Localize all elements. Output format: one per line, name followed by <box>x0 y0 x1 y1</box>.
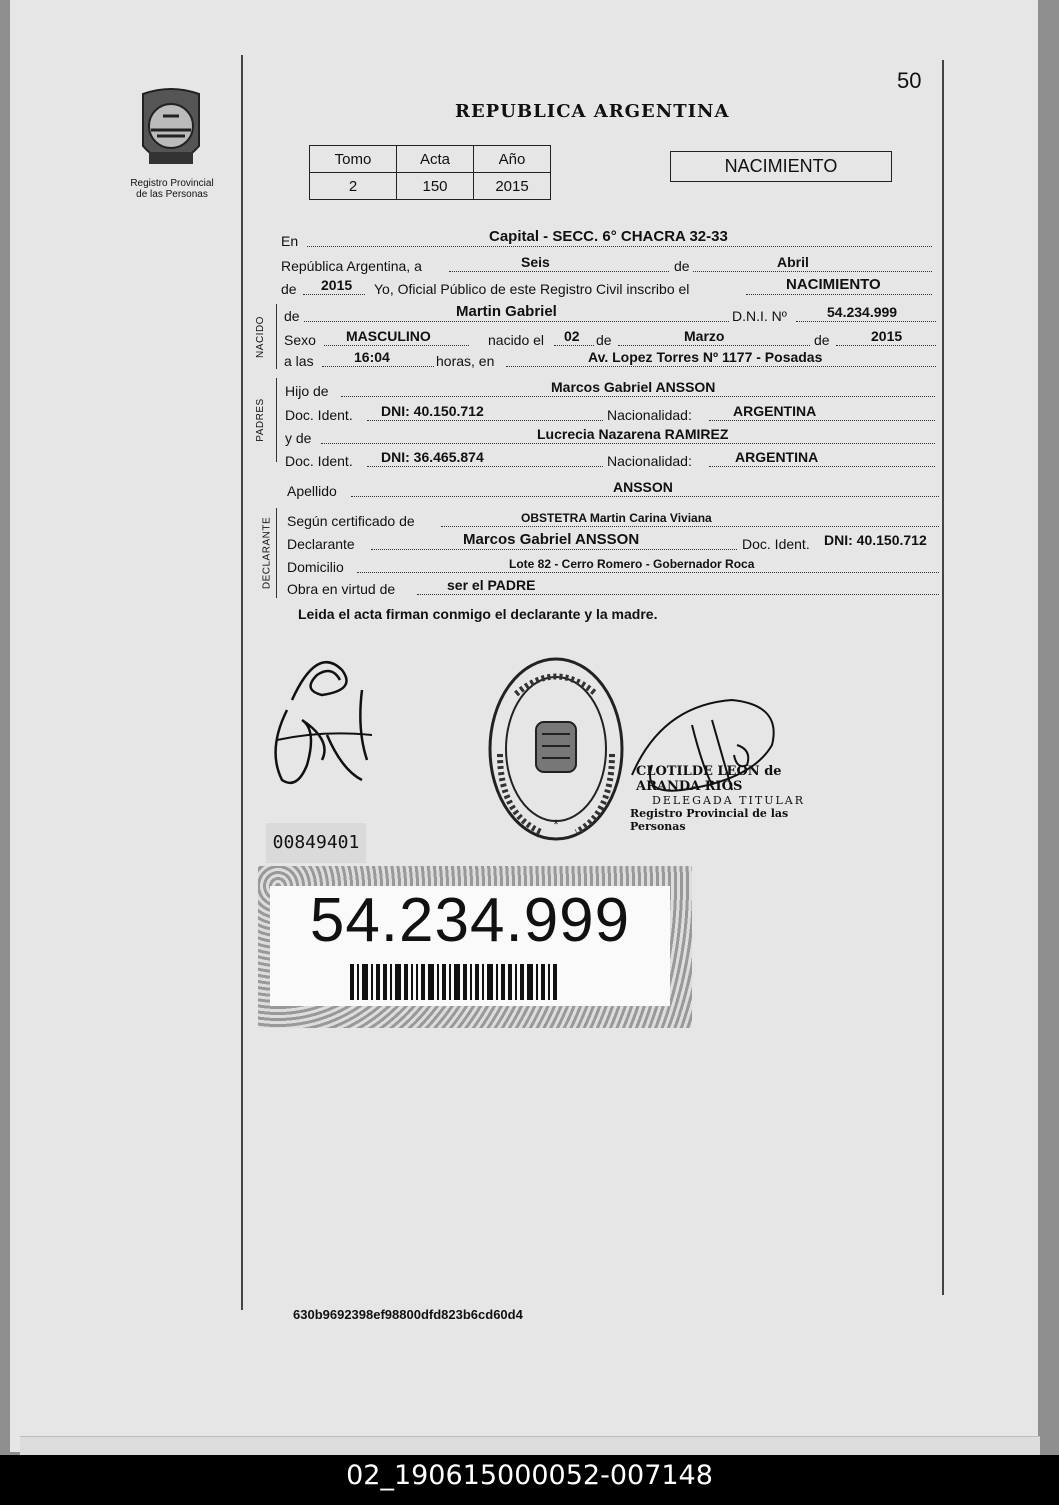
declarante-nombre: Marcos Gabriel ANSSON <box>463 531 640 548</box>
barcode-bar <box>463 964 467 1000</box>
row-obra: Obra en virtud de ser el PADRE <box>287 578 942 598</box>
barcode-bar <box>536 964 538 1000</box>
row-en: En Capital - SECC. 6° CHACRA 32-33 <box>281 230 936 250</box>
section-padres: PADRES <box>255 398 267 442</box>
padre-nacionalidad: ARGENTINA <box>733 403 817 419</box>
obra-value: ser el PADRE <box>447 577 536 593</box>
barcode-bar <box>553 964 557 1000</box>
barcode-bar <box>357 964 359 1000</box>
barcode-bar <box>395 964 401 1000</box>
barcode-bar <box>428 964 434 1000</box>
barcode-bar <box>548 964 550 1000</box>
document-hash: 630b9692398ef98800dfd823b6cd60d4 <box>293 1307 523 1322</box>
barcode-bar <box>404 964 408 1000</box>
barcode-bar <box>421 964 425 1000</box>
barcode-bars <box>350 964 595 1000</box>
padre-doc: DNI: 40.150.712 <box>381 403 484 419</box>
registry-table <box>309 145 551 200</box>
tomo-value: 2 <box>310 173 397 200</box>
nacido-nombre: Martin Gabriel <box>456 303 557 320</box>
serial-number: 00849401 <box>266 823 366 863</box>
barcode-bar <box>470 964 472 1000</box>
acta-header: Acta <box>397 146 474 173</box>
barcode-bar <box>411 964 413 1000</box>
row-hora: a las 16:04 horas, en Av. Lopez Torres Nº 1177 - Posadas <box>284 350 939 370</box>
madre-nacionalidad: ARGENTINA <box>735 449 819 465</box>
barcode-bar <box>520 964 524 1000</box>
row-madre-doc: Doc. Ident. DNI: 36.465.874 Nacionalidad: ARGENTINA <box>285 450 940 470</box>
official-stamp <box>486 654 626 844</box>
nacido-hora: 16:04 <box>354 349 390 365</box>
officer-stamp-text: CLOTILDE LEON de ARANDA RIOS DELEGADA TITULAR Registro Provincial de las Personas <box>630 764 805 833</box>
padre-nombre: Marcos Gabriel ANSSON <box>551 379 716 395</box>
firma-statement: Leida el acta firman conmigo el declarante y la madre. <box>298 606 658 622</box>
apellido-value: ANSSON <box>613 479 673 495</box>
row-madre: y de Lucrecia Nazarena RAMIREZ <box>285 427 940 447</box>
barcode-bar <box>350 964 354 1000</box>
barcode-bar <box>416 964 418 1000</box>
row-domicilio: Domicilio Lote 82 - Cerro Romero - Gobernador Roca <box>287 556 942 576</box>
nacido-dia: 02 <box>564 328 580 344</box>
row-padre: Hijo de Marcos Gabriel ANSSON <box>285 380 940 400</box>
barcode-bar <box>508 964 512 1000</box>
mes-acta: Abril <box>777 254 809 270</box>
barcode-bar <box>442 964 446 1000</box>
barcode-label <box>258 866 692 1028</box>
barcode-bar <box>482 964 484 1000</box>
row-apellido: Apellido ANSSON <box>287 480 942 500</box>
domicilio-value: Lote 82 - Cerro Romero - Gobernador Roca <box>509 557 755 571</box>
anio-header: Año <box>474 146 551 173</box>
barcode-bar <box>501 964 505 1000</box>
tomo-header: Tomo <box>310 146 397 173</box>
barcode-bar <box>383 964 387 1000</box>
madre-nombre: Lucrecia Nazarena RAMIREZ <box>537 426 729 442</box>
barcode-bar <box>437 964 439 1000</box>
document-title: REPUBLICA ARGENTINA <box>455 101 730 122</box>
nacido-anio: 2015 <box>871 328 903 344</box>
row-oficial: de 2015 Yo, Oficial Público de este Registro Civil inscribo el NACIMIENTO <box>281 278 936 298</box>
barcode-bar <box>475 964 479 1000</box>
nacido-lugar: Av. Lopez Torres Nº 1177 - Posadas <box>588 349 823 365</box>
declarante-doc: DNI: 40.150.712 <box>824 532 927 548</box>
barcode-bar <box>527 964 533 1000</box>
barcode-bar <box>362 964 368 1000</box>
barcode-bar <box>454 964 460 1000</box>
certificado-value: OBSTETRA Martin Carina Viviana <box>521 511 712 525</box>
section-nacido: NACIDO <box>254 315 266 358</box>
provincial-seal-icon <box>135 86 207 174</box>
page-number: 50 <box>897 68 922 93</box>
dia-acta: Seis <box>521 254 550 270</box>
barcode-bar <box>376 964 380 1000</box>
tipo-acta: NACIMIENTO <box>786 276 881 293</box>
anio-acta: 2015 <box>321 277 353 293</box>
row-nacido-nombre: de Martin Gabriel D.N.I. Nº 54.234.999 <box>284 305 939 325</box>
right-margin-line <box>942 60 944 1295</box>
section-declarante: DECLARANTE <box>261 516 273 590</box>
nacido-sexo: MASCULINO <box>346 328 431 344</box>
document-type-box: NACIMIENTO <box>670 151 892 182</box>
lugar-acta: Capital - SECC. 6° CHACRA 32-33 <box>489 228 728 245</box>
acta-value: 150 <box>397 173 474 200</box>
nacido-mes: Marzo <box>684 328 725 344</box>
row-declarante: Declarante Marcos Gabriel ANSSON Doc. Ident. DNI: 40.150.712 <box>287 531 927 552</box>
barcode-number: 54.234.999 <box>309 886 631 955</box>
madre-doc: DNI: 36.465.874 <box>381 449 484 465</box>
row-padre-doc: Doc. Ident. DNI: 40.150.712 Nacionalidad: ARGENTINA <box>285 404 940 424</box>
svg-text:*: * <box>553 816 559 832</box>
row-republica: República Argentina, a Seis de Abril <box>281 255 936 275</box>
barcode-bar <box>541 964 545 1000</box>
barcode-bar <box>496 964 498 1000</box>
row-certificado: Según certificado de OBSTETRA Martin Carina Viviana <box>287 510 942 530</box>
barcode-bar <box>515 964 517 1000</box>
logo-caption: Registro Provincial de las Personas <box>130 178 214 200</box>
anio-value: 2015 <box>474 173 551 200</box>
barcode-bar <box>371 964 373 1000</box>
underlying-page-edge <box>20 1436 1040 1455</box>
file-id-banner: 02_190615000052-007148 <box>0 1455 1059 1505</box>
nacido-dni: 54.234.999 <box>827 304 898 320</box>
barcode-bar <box>487 964 493 1000</box>
declarant-signature <box>262 650 382 790</box>
row-sexo: Sexo MASCULINO nacido el 02 de Marzo de 2015 <box>284 329 939 349</box>
barcode-bar <box>390 964 392 1000</box>
left-margin-line <box>241 55 243 1310</box>
barcode-bar <box>449 964 451 1000</box>
